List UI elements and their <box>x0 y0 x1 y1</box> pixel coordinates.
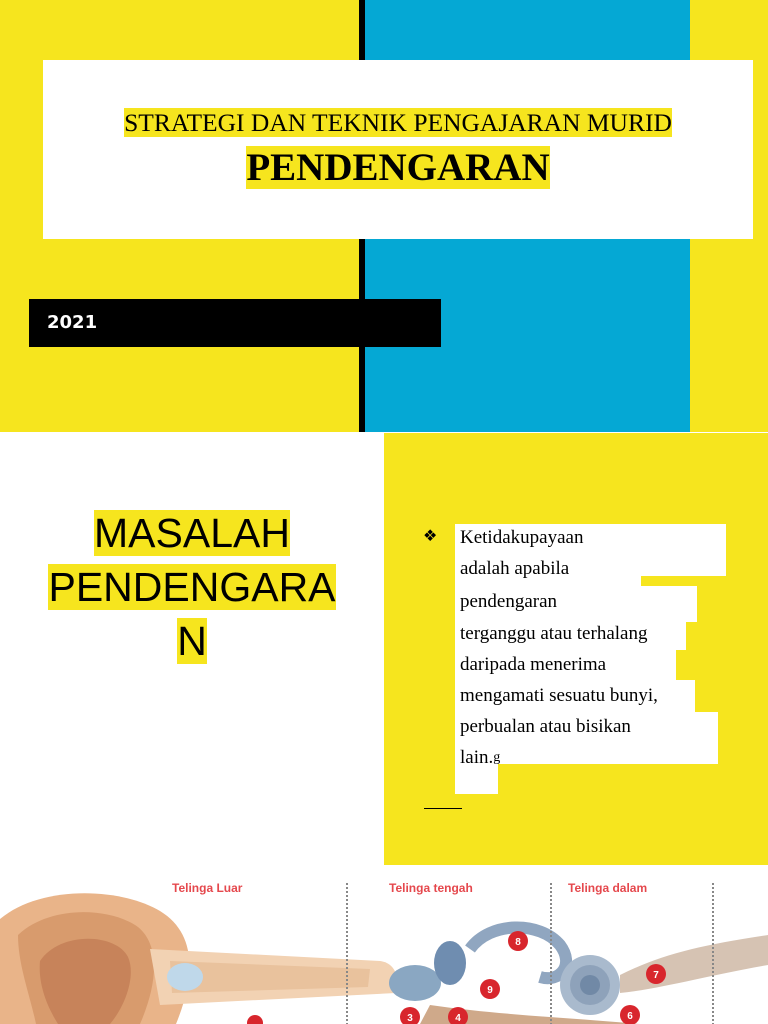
ear-anatomy-diagram <box>0 865 768 1024</box>
label-middle-ear: Telinga tengah <box>389 881 473 895</box>
underline-mark <box>424 808 462 809</box>
marker-number: 3 <box>407 1013 413 1024</box>
heading-line: N <box>177 618 207 664</box>
definition-line: mengamati sesuatu bunyi, <box>460 685 658 706</box>
definition-line: adalah apabila <box>460 558 570 579</box>
diamond-bullet-icon: ❖ <box>423 526 438 545</box>
document-title: PENDENGARAN <box>246 146 550 189</box>
heading-line: MASALAH <box>94 510 290 556</box>
cover-banner <box>0 0 768 432</box>
heading-line: PENDENGARA <box>48 564 336 610</box>
label-outer-ear: Telinga Luar <box>172 881 243 895</box>
marker-number: 8 <box>515 937 521 948</box>
definition-line: daripada menerima <box>460 654 607 675</box>
marker-number: 7 <box>653 970 659 981</box>
definition-line: terganggu atau terhalang <box>460 623 648 644</box>
title-box <box>43 60 753 239</box>
definition-line: perbualan atau bisikan <box>460 716 631 737</box>
definition-line: lain.$^g$ <box>460 747 501 768</box>
definition-line: pendengaran <box>460 591 558 612</box>
diagram-separator <box>346 883 348 1024</box>
marker-number: 6 <box>627 1011 633 1022</box>
label-inner-ear: Telinga dalam <box>568 881 648 895</box>
stray-superscript: g <box>493 750 501 765</box>
document-subtitle: STRATEGI DAN TEKNIK PENGAJARAN MURID <box>124 108 672 137</box>
marker-number: 4 <box>455 1013 461 1024</box>
diagram-separator <box>712 883 714 1024</box>
year-bar <box>29 299 441 347</box>
year-label: 2021 <box>47 312 98 333</box>
diagram-separator <box>550 883 552 1024</box>
definition-line: Ketidakupayaan <box>460 527 584 548</box>
ear-illustration <box>0 865 768 1024</box>
section-heading <box>40 506 344 668</box>
marker-number: 9 <box>487 985 493 996</box>
